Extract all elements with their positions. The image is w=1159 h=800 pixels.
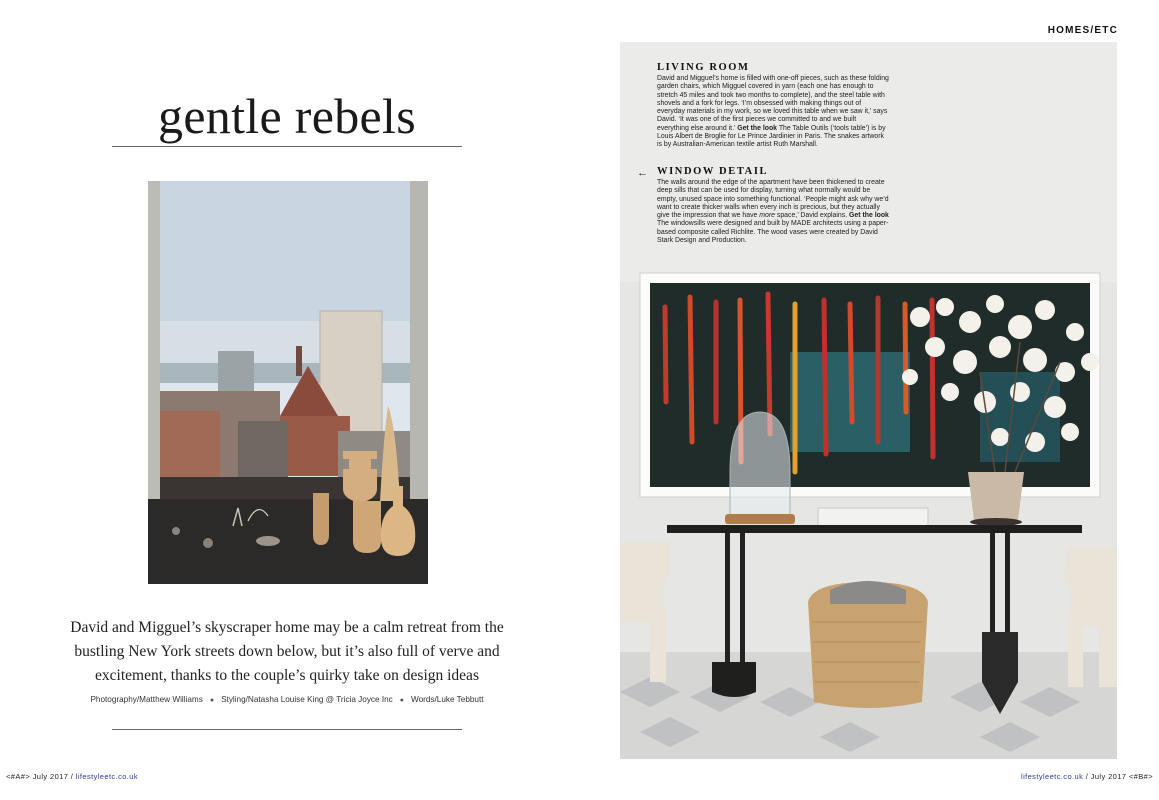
window-detail-text-end: space,’ David explains. <box>774 212 848 220</box>
article-standfirst: David and Migguel’s skyscraper home may be a calm retreat from the bustling New York streets down below, but it’s also full of verve and excitement, thanks to the couple’s quirky take on design ideas <box>70 619 504 684</box>
living-room-body <box>657 75 889 150</box>
left-issue-date: July 2017 / <box>32 772 74 781</box>
credits-divider <box>112 729 462 730</box>
section-tag: HOMES/ETC <box>1047 25 1118 36</box>
right-page-folio <box>1021 772 1153 781</box>
window-detail-heading: WINDOW DETAIL <box>657 166 769 177</box>
article-title: gentle rebels <box>158 88 416 144</box>
words-credit: Words/Luke Tebbutt <box>411 695 484 704</box>
living-room-caption <box>657 62 889 150</box>
window-detail-caption <box>657 166 889 245</box>
left-site-link[interactable]: lifestyleetc.co.uk <box>75 772 138 781</box>
article-credits <box>62 695 512 704</box>
right-site-link[interactable]: lifestyleetc.co.uk <box>1021 772 1084 781</box>
styling-credit: Styling/Natasha Louise King @ Tricia Joyce Inc <box>221 695 393 704</box>
right-page-number: <#B#> <box>1128 772 1153 781</box>
title-divider <box>112 146 462 147</box>
window-detail-body <box>657 179 889 245</box>
window-detail-emphasis: more <box>759 212 775 220</box>
credit-separator-icon: ● <box>209 697 215 704</box>
right-issue-date: / July 2017 <box>1085 772 1127 781</box>
living-room-heading: LIVING ROOM <box>657 62 750 73</box>
photography-credit: Photography/Matthew Williams <box>90 695 203 704</box>
window-detail-photo <box>148 181 428 584</box>
window-detail-text-start: The walls around the edge of the apartment have been thickened to create deep sills that can be used for display, turning what normally would be empty, unused space into something functional. ‘People might ask why we’d want to create thicker walls when every inch is precious, but they actually give the impression that we have <box>657 179 889 220</box>
window-detail-get-look-text: The windowsills were designed and built by MADE architects using a paper-based composite called Richlite. The wood vases were created by David Stark Design and Production. <box>657 220 889 245</box>
left-arrow-icon: ← <box>637 167 648 179</box>
living-room-text: David and Migguel’s home is filled with one-off pieces, such as these folding garden chairs, which Migguel covered in yarn (each one has enough to stretch 45 miles and took two months to complete), and the steel table with shovels and a fork for legs. ‘I’m obsessed with making things out of everyday materials in my work, so we loved this table when we saw it,’ says David. ‘It was one of the first pieces we committed to and we built everything else around it.’ <box>657 75 889 132</box>
left-page-folio <box>6 772 138 781</box>
living-room-get-look-text: The Table Outils (‘tools table’) is by Louis Albert de Broglie for Le Prince Jardinier in Paris. The snakes artwork is by Australian-American textile artist Ruth Marshall. <box>657 124 886 149</box>
left-page-number: <#A#> <box>6 772 31 781</box>
living-room-get-look-label: Get the look <box>737 124 778 132</box>
credit-separator-icon: ● <box>399 697 405 704</box>
window-detail-get-look-label: Get the look <box>849 212 889 220</box>
